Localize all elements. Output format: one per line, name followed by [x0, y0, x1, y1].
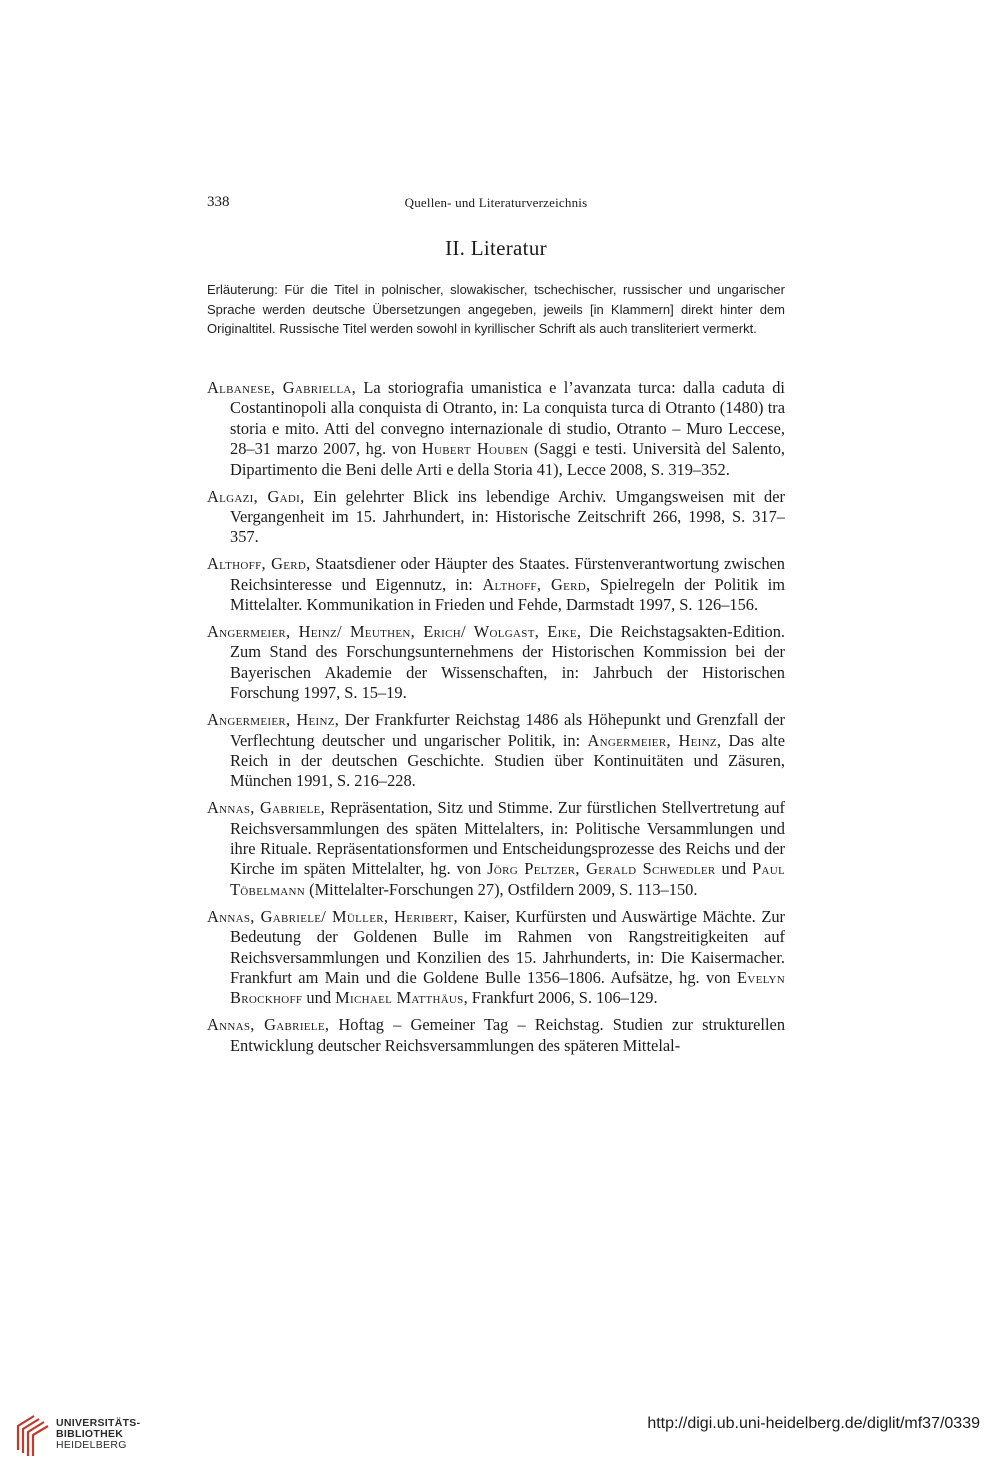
entry-text: Hoftag – Gemeiner Tag – Reichstag. Studien zur strukturellen Entwicklung deutscher Reichsversammlungen des späteren Mittelal-	[230, 1015, 786, 1055]
entry-name: Michael Matthäus	[335, 988, 464, 1008]
entry-name: Paul Töbelmann	[230, 859, 786, 899]
entry-text: und	[302, 988, 336, 1008]
entry-text: Repräsentation, Sitz und Stimme. Zur fürstlichen Stellvertretung auf Reichsversammlungen des späten Mittelalters, in: Politische Versammlungen und ihre Rituale. Repräsentationsformen und Entscheidungsprozesse des Reichs und der Kirche im späten Mittelalter, hg. von	[230, 798, 786, 879]
entry-text: Ein gelehrter Blick ins lebendige Archiv. Umgangsweisen mit der Vergangenheit im 15. Jahrhundert, in: Historische Zeitschrift 266, 1998, S. 317–357.	[230, 486, 785, 547]
bibliography-list	[207, 378, 785, 1063]
bibliography-entry	[207, 487, 785, 548]
entry-text: und	[715, 859, 753, 879]
entry-name: Angermeier, Heinz,	[587, 730, 722, 750]
entry-author: Annas, Gabriele/ Müller, Heribert,	[207, 906, 458, 926]
bibliography-entry	[207, 907, 785, 1009]
entry-text: (Mittelalter-Forschungen 27), Ostfildern 2009, S. 113–150.	[305, 879, 698, 899]
entry-author: Althoff, Gerd,	[207, 554, 311, 574]
entry-author: Angermeier, Heinz,	[207, 710, 340, 730]
entry-text: Der Frankfurter Reichstag 1486 als Höhepunkt und Grenzfall der Verflechtung deutscher und ungarischer Politik, in:	[230, 710, 785, 750]
entry-name: Althoff, Gerd,	[482, 574, 591, 594]
bibliography-entry	[207, 622, 785, 704]
entry-text: Die Reichstagsakten-Edition. Zum Stand des Forschungsunternehmens der Historischen Kommission bei der Bayerischen Akademie der Wissenschaften, in: Jahrbuch der Historischen Forschung 1997, S. 15–19.	[230, 621, 786, 703]
entry-text: (Saggi e testi. Università del Salento, Dipartimento die Beni delle Arti e della Storia 41), Lecce 2008, S. 319–352.	[230, 439, 785, 479]
bibliography-entry	[207, 378, 785, 480]
logo-line: BIBLIOTHEK	[56, 1428, 124, 1440]
entry-text: Kaiser, Kurfürsten und Auswärtige Mächte. Zur Bedeutung der Goldenen Bulle im Rahmen von Rangstreitigkeiten auf Reichsversammlungen und Konzilien des 15. Jahrhunderts, in: Die Kaisermacher. Frankfurt am Main und die Goldene Bulle 1356–1806. Aufsätze, hg. von	[230, 906, 786, 987]
library-logo-icon	[12, 1412, 52, 1458]
bibliography-entry	[207, 798, 785, 900]
entry-text: Staatsdiener oder Häupter des Staates. Fürstenverantwortung zwischen Reichsinteresse und Eigennutz, in:	[230, 554, 785, 594]
running-title: Quellen- und Literaturverzeichnis	[404, 195, 588, 210]
entry-name: Evelyn Brockhoff	[230, 967, 785, 1008]
page-header	[207, 194, 785, 216]
source-url-link[interactable]: http://digi.ub.uni-heidelberg.de/diglit/mf37/0339	[647, 1415, 980, 1432]
explanatory-note: Erläuterung: Für die Titel in polnischer, slowakischer, tschechischer, russischer und ungarischer Sprache werden deutsche Übersetzungen angegeben, jeweils [in Klammern] direkt hinter dem Originaltitel. Russische Titel werden sowohl in kyrillischer Schrift als auch transliteriert vermerkt.	[207, 282, 785, 337]
entry-author: Algazi, Gadi,	[207, 486, 305, 506]
bibliography-entry	[207, 1015, 785, 1056]
entry-author: Annas, Gabriele,	[207, 798, 326, 818]
bibliography-entry	[207, 710, 785, 792]
entry-text: Spielregeln der Politik im Mittelalter. Kommunikation in Frieden und Fehde, Darmstadt 1997, S. 126–156.	[230, 574, 785, 615]
entry-name: Jörg Peltzer, Gerald Schwedler	[487, 859, 716, 879]
library-logo[interactable]	[12, 1412, 172, 1462]
entry-author: Annas, Gabriele,	[207, 1015, 330, 1035]
logo-line: UNIVERSITÄTS-	[56, 1417, 141, 1429]
entry-text: Das alte Reich in der deutschen Geschichte. Studien über Kontinuitäten und Zäsuren, München 1991, S. 216–228.	[230, 730, 786, 791]
logo-line: HEIDELBERG	[56, 1439, 127, 1451]
entry-author: Angermeier, Heinz/ Meuthen, Erich/ Wolgast, Eike,	[207, 621, 582, 641]
bibliography-entry	[207, 554, 785, 615]
page-number: 338	[207, 194, 230, 210]
section-title: II. Literatur	[445, 236, 547, 260]
entry-text: La storiografia umanistica e l’avanzata turca: dalla caduta di Costantinopoli alla conquista di Otranto, in: La conquista turca di Otranto (1480) tra storia e mito. Atti del convegno internazionale di studio, Otranto – Muro Leccese, 28–31 marzo 2007, hg. von	[230, 378, 785, 459]
entry-author: Albanese, Gabriella,	[207, 378, 357, 397]
entry-name: Hubert Houben	[421, 439, 529, 459]
entry-text: , Frankfurt 2006, S. 106–129.	[463, 988, 658, 1008]
library-logo-text	[56, 1418, 140, 1451]
